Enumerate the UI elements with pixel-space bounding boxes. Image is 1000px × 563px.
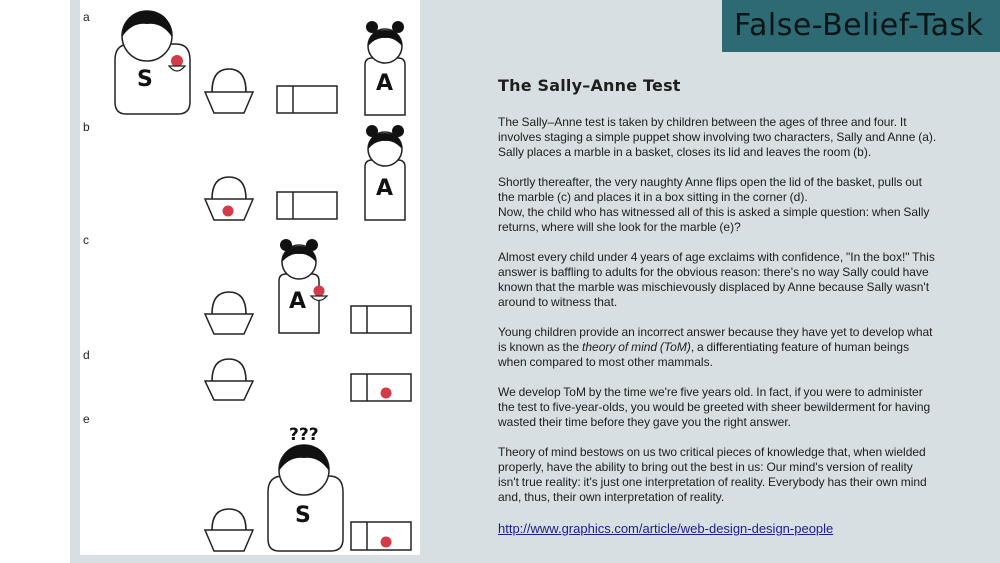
basket-c [205,292,253,334]
anne-figure-b [365,125,405,220]
banner-title: False-Belief-Task [734,8,984,43]
basket-b [205,177,253,220]
illustration-svg [80,0,420,555]
text-line: Shortly thereafter, the very naughty Anne flips open the lid of the basket, pulls out [498,175,922,189]
text-line: and, thus, their own interpretation of reality. [498,490,725,504]
basket-d [205,359,253,400]
text-fragment: , a differentiating feature of human beings [690,340,910,354]
text-line-with-emphasis [498,340,968,355]
box-b [277,192,337,219]
panel-label-b: b [83,120,90,134]
paragraph-3 [498,250,968,310]
article-body [498,72,968,538]
marble-d [381,388,392,399]
sally-figure-a [115,11,190,114]
basket-a [205,69,253,113]
box-d [351,374,411,401]
marble-b [223,206,234,217]
article-heading: The Sally–Anne Test [498,76,681,95]
text-line: The Sally–Anne test is taken by children between the ages of three and four. It [498,115,907,129]
anne-letter-b: A [376,176,394,201]
paragraph-6 [498,445,968,505]
sally-letter-a: S [137,67,153,92]
text-line: Sally places a marble in a basket, closes its lid and leaves the room (b). [498,145,872,159]
text-line: Young children provide an incorrect answer because they have yet to develop what [498,325,933,339]
paragraph-4 [498,325,968,370]
anne-letter-c: A [289,289,307,314]
text-line: Now, the child who has witnessed all of this is asked a simple question: when Sally [498,205,930,219]
panel-label-c: c [83,233,89,247]
source-link[interactable]: http://www.graphics.com/article/web-design-design-people [498,521,834,536]
text-line: properly, have the ability to bring out the best in us: Our mind's version of reality [498,460,913,474]
anne-figure-c [279,239,327,333]
text-line: known that the marble was mischievously displaced by Anne because Sally wasn't [498,280,930,294]
sally-anne-illustration [80,0,420,555]
marble-c [314,286,325,297]
theory-of-mind-emphasis: theory of mind (ToM) [582,340,691,354]
paragraph-1 [498,115,968,160]
panel-label-d: d [83,348,90,362]
box-a [277,86,337,113]
panel-label-a: a [83,10,90,24]
marble-e [381,537,392,548]
text-line: returns, where will she look for the marble (e)? [498,220,741,234]
box-e [351,522,411,550]
text-line: when compared to most other mammals. [498,355,713,369]
text-line: Theory of mind bestows on us two critical pieces of knowledge that, when wielded [498,445,926,459]
title-banner [722,0,1000,52]
text-line: Almost every child under 4 years of age exclaims with confidence, "In the box!" This [498,250,935,264]
text-line: We develop ToM by the time we're five years old. In fact, if you were to administer [498,385,923,399]
anne-letter-a: A [376,71,394,96]
marble-a [171,55,183,67]
text-line: involves staging a simple puppet show involving two characters, Sally and Anne (a). [498,130,937,144]
question-marks: ??? [289,425,319,445]
sally-figure-e [268,445,343,551]
text-line: isn't true reality: it's just one interpretation of reality. Everybody has their own mind [498,475,927,489]
text-line: the marble (c) and places it in a box sitting in the corner (d). [498,190,808,204]
paragraph-2 [498,175,968,235]
panel-label-e: e [83,412,90,426]
basket-e [205,509,253,551]
anne-figure-a [365,21,405,115]
text-line: wasted their time before they gave you the right answer. [498,415,791,429]
paragraph-5 [498,385,968,430]
sally-letter-e: S [295,503,311,528]
text-line: around to witness that. [498,295,618,309]
text-line: the test to five-year-olds, you would be greeted with sheer bewilderment for having [498,400,931,414]
text-fragment: is known as the [498,340,583,354]
box-c [351,306,411,333]
text-line: answer is baffling to adults for the obvious reason: there's no way Sally could have [498,265,929,279]
